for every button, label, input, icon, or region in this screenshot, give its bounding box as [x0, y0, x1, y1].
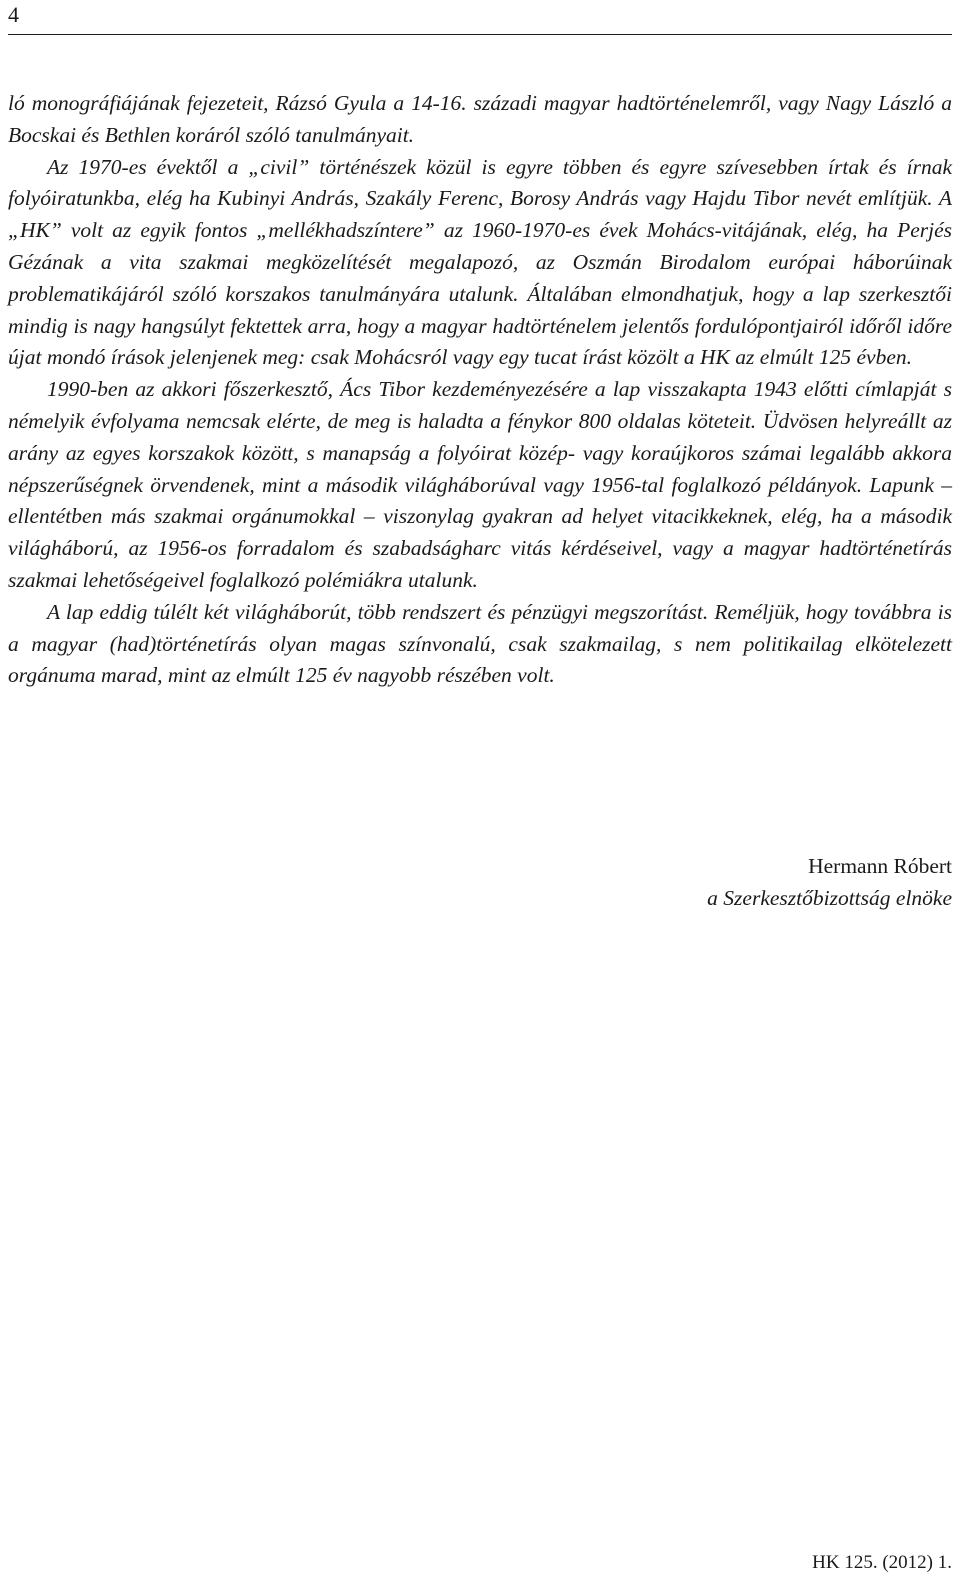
paragraph-2: Az 1970-es évektől a „civil” történészek közül is egyre többen és egyre szívesebben írtak és írnak folyóiratunkba, elég ha Kubinyi András, Szakály Ferenc, Borosy András vagy Hajdu Tibor nevét említjük. A „HK” volt az egyik fontos „mellékhadszíntere” az 1960-1970-es évek Mohács-vitájának, elég, ha Perjés Gézának a vita szakmai megközelítését megalapozó, az Oszmán Birodalom európai háborúinak problematikájáról szóló korszakos tanulmányára utalunk. Általában elmondhatjuk, hogy a lap szerkesztői mindig is nagy hangsúlyt fektettek arra, hogy a magyar hadtörténelem jelentős fordulópontjairól időről időre újat mondó írások jelenjenek meg: csak Mohácsról vagy egy tucat írást közölt a HK az elmúlt 125 évben.: [8, 154, 952, 370]
signature-block: [707, 850, 952, 914]
paragraph-1: ló monográfiájának fejezeteit, Rázsó Gyula a 14-16. századi magyar hadtörténelemről, vagy Nagy László a Bocskai és Bethlen koráról szóló tanulmányait.: [8, 91, 952, 147]
signature-name: Hermann Róbert: [808, 854, 952, 878]
paragraph-3: 1990-ben az akkori főszerkesztő, Ács Tibor kezdeményezésére a lap visszakapta 1943 előtti címlapját s némelyik évfolyama nemcsak elérte, de meg is haladta a fénykor 800 oldalas köteteit. Üdvösen helyreállt az arány az egyes korszakok között, s manapság a folyóirat közép- vagy koraújkoros számai legalább akkora népszerűségnek örvendenek, mint a második világháborúval vagy 1956-tal foglalkozó példányok. Lapunk – ellentétben más szakmai orgánumokkal – viszonylag gyakran ad helyet vitacikkeknek, elég, ha a második világháború, az 1956-os forradalom és szabadságharc vitás kérdéseivel, vagy a magyar hadtörténetírás szakmai lehetőségeivel foglalkozó polémiákra utalunk.: [8, 377, 952, 592]
article-body: [8, 88, 952, 692]
journal-reference: HK 125. (2012) 1.: [812, 1552, 952, 1573]
header-rule: [8, 34, 952, 35]
signature-role: a Szerkesztőbizottság elnöke: [707, 886, 952, 910]
page-number: 4: [8, 2, 19, 27]
paragraph-4: A lap eddig túlélt két világháborút, több rendszert és pénzügyi megszorítást. Reméljük, hogy továbbra is a magyar (had)történetírás olyan magas színvonalú, csak szakmailag, s nem politikailag elkötelezett orgánuma marad, mint az elmúlt 125 év nagyobb részében volt.: [8, 599, 952, 688]
